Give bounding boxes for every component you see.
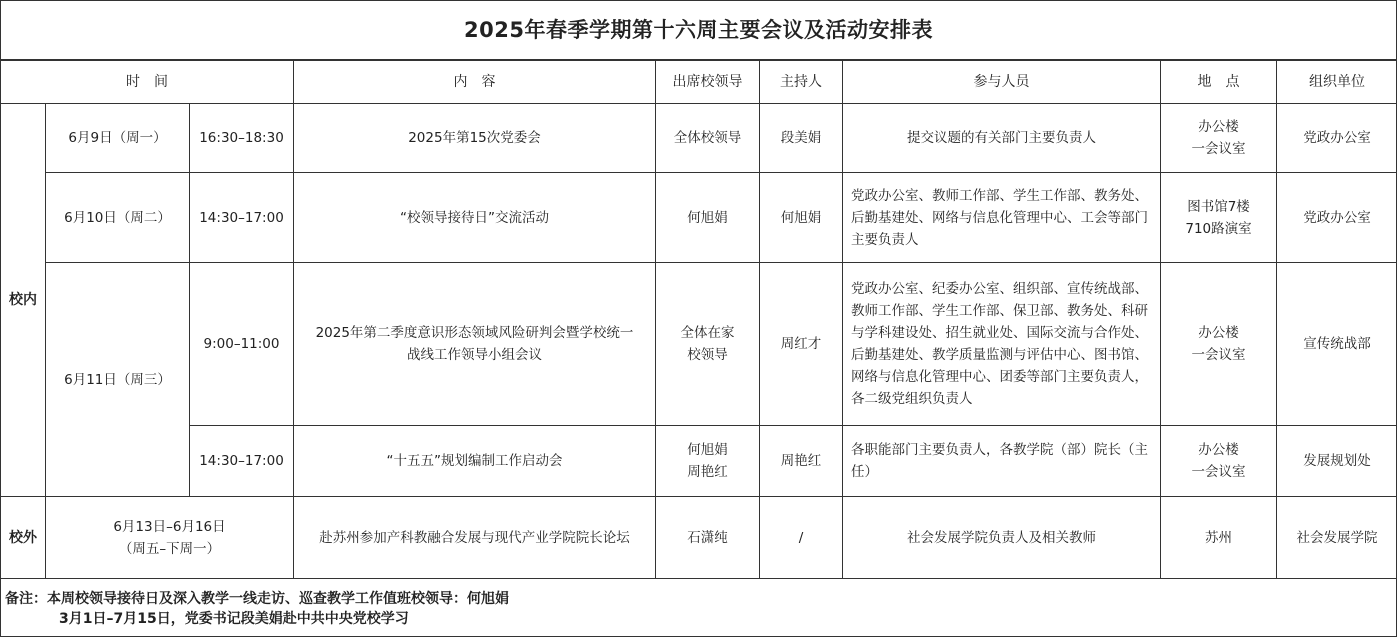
row-host: 周红才	[760, 263, 843, 426]
row-content: 赴苏州参加产科教融合发展与现代产业学院院长论坛	[294, 497, 656, 579]
row-location: 办公楼 一会议室	[1161, 263, 1277, 426]
row-organizer: 党政办公室	[1277, 104, 1397, 173]
group-label-outer: 校外	[1, 497, 46, 579]
header-time: 时 间	[1, 61, 294, 104]
row-organizer: 社会发展学院	[1277, 497, 1397, 579]
row-leader: 何旭娟	[656, 173, 760, 263]
table-row	[1, 426, 1397, 497]
row-time: 16:30–18:30	[190, 104, 294, 173]
row-time: 14:30–17:00	[190, 426, 294, 497]
table-row	[1, 497, 1397, 579]
row-time: 9:00–11:00	[190, 263, 294, 426]
row-leader: 全体校领导	[656, 104, 760, 173]
row-content: “校领导接待日”交流活动	[294, 173, 656, 263]
row-content: “十五五”规划编制工作启动会	[294, 426, 656, 497]
footnote-line-1: 备注：本周校领导接待日及深入教学一线走访、巡查教学工作值班校领导：何旭娟	[5, 591, 509, 607]
header-organizer: 组织单位	[1277, 61, 1397, 104]
footnote-line-2: 3月1日–7月15日，党委书记段美娟赴中共中央党校学习	[59, 611, 409, 627]
group-label-inner: 校内	[1, 104, 46, 497]
table-row	[1, 173, 1397, 263]
row-date: 6月13日–6月16日 （周五–下周一）	[46, 497, 294, 579]
row-host: 何旭娟	[760, 173, 843, 263]
row-organizer: 发展规划处	[1277, 426, 1397, 497]
row-host: 段美娟	[760, 104, 843, 173]
row-date: 6月11日（周三）	[46, 263, 190, 497]
page-title: 2025年春季学期第十六周主要会议及活动安排表	[1, 1, 1396, 60]
row-organizer: 党政办公室	[1277, 173, 1397, 263]
row-host: /	[760, 497, 843, 579]
row-participants: 社会发展学院负责人及相关教师	[843, 497, 1161, 579]
table-row	[1, 263, 1397, 426]
row-participants: 提交议题的有关部门主要负责人	[843, 104, 1161, 173]
row-time: 14:30–17:00	[190, 173, 294, 263]
row-leader: 何旭娟 周艳红	[656, 426, 760, 497]
row-location: 办公楼 一会议室	[1161, 104, 1277, 173]
row-leader: 全体在家 校领导	[656, 263, 760, 426]
row-location: 图书馆7楼 710路演室	[1161, 173, 1277, 263]
schedule-table	[0, 60, 1397, 579]
header-host: 主持人	[760, 61, 843, 104]
header-leader: 出席校领导	[656, 61, 760, 104]
row-content: 2025年第15次党委会	[294, 104, 656, 173]
footnote	[5, 589, 509, 629]
row-organizer: 宣传统战部	[1277, 263, 1397, 426]
header-row	[1, 61, 1397, 104]
row-participants: 党政办公室、教师工作部、学生工作部、教务处、后勤基建处、网络与信息化管理中心、工会等部门主要负责人	[843, 173, 1161, 263]
header-content: 内 容	[294, 61, 656, 104]
table-row	[1, 104, 1397, 173]
row-content: 2025年第二季度意识形态领域风险研判会暨学校统一战线工作领导小组会议	[294, 263, 656, 426]
header-participants: 参与人员	[843, 61, 1161, 104]
row-participants: 党政办公室、纪委办公室、组织部、宣传统战部、教师工作部、学生工作部、保卫部、教务处、科研与学科建设处、招生就业处、国际交流与合作处、后勤基建处、教学质量监测与评估中心、图书馆、网络与信息化管理中心、团委等部门主要负责人，各二级党组织负责人	[843, 263, 1161, 426]
row-leader: 石潇纯	[656, 497, 760, 579]
row-date: 6月9日（周一）	[46, 104, 190, 173]
row-location: 办公楼 一会议室	[1161, 426, 1277, 497]
header-location: 地 点	[1161, 61, 1277, 104]
row-date: 6月10日（周二）	[46, 173, 190, 263]
row-participants: 各职能部门主要负责人，各教学院（部）院长（主任）	[843, 426, 1161, 497]
row-host: 周艳红	[760, 426, 843, 497]
row-location: 苏州	[1161, 497, 1277, 579]
